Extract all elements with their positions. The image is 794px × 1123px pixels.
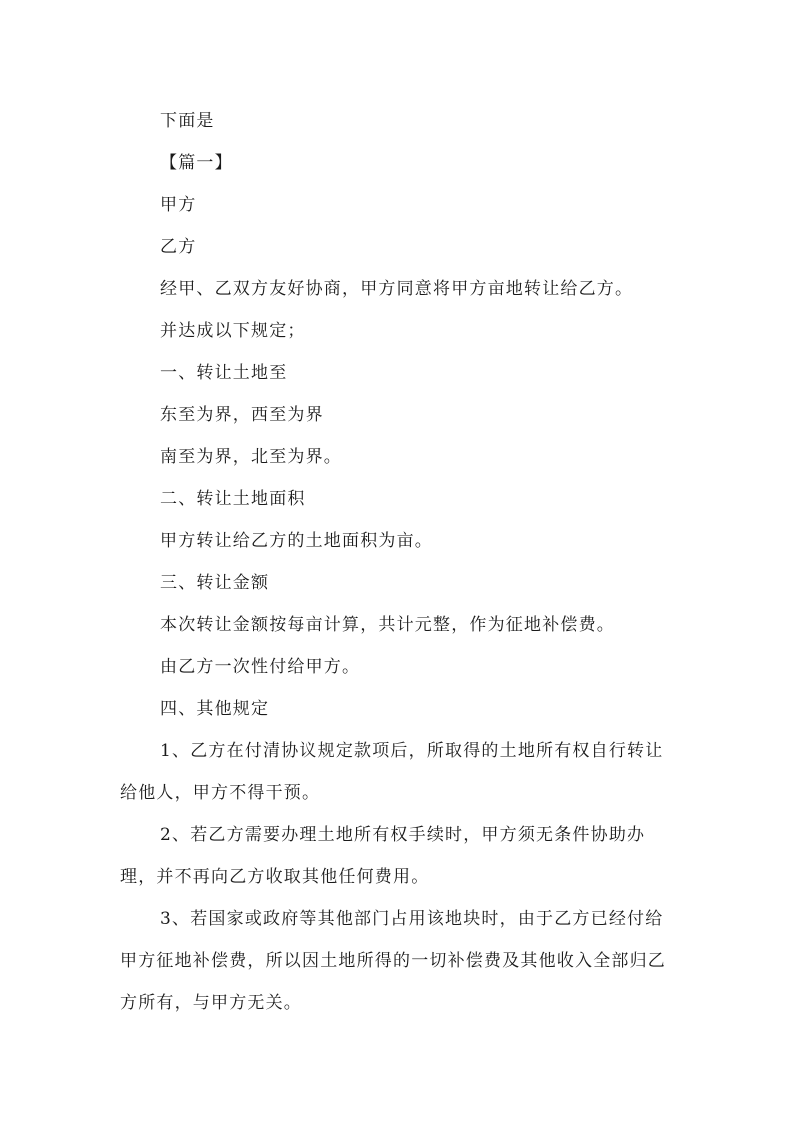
party-b-line: 乙方 [160, 237, 197, 257]
clause-text: 由乙方一次性付给甲方。 [160, 657, 361, 677]
clause-text: 甲方转让给乙方的土地面积为亩。 [160, 531, 433, 551]
section-heading: 【篇一】 [160, 153, 233, 173]
clause-heading: 三、转让金额 [160, 573, 270, 593]
clause-item: 1、乙方在付清协议规定款项后，所取得的土地所有权自行转让给他人，甲方不得干预。 [120, 741, 664, 803]
agreement-paragraph: 并达成以下规定； [160, 321, 306, 341]
clause-heading: 二、转让土地面积 [160, 489, 306, 509]
boundary-line: 东至为界，西至为界 [160, 405, 324, 425]
boundary-line: 南至为界，北至为界。 [160, 447, 342, 467]
clause-heading: 一、转让土地至 [160, 363, 288, 383]
clause-text: 本次转让金额按每亩计算，共计元整，作为征地补偿费。 [160, 615, 615, 635]
document-body [120, 100, 676, 1024]
clause-item: 2、若乙方需要办理土地所有权手续时，甲方须无条件协助办理，并不再向乙方收取其他任何费用。 [120, 825, 646, 887]
party-a-line: 甲方 [160, 195, 197, 215]
intro-line: 下面是 [160, 111, 215, 131]
agreement-paragraph: 经甲、乙双方友好协商，甲方同意将甲方亩地转让给乙方。 [160, 279, 634, 299]
clause-item: 3、若国家或政府等其他部门占用该地块时，由于乙方已经付给甲方征地补偿费，所以因土地所得的一切补偿费及其他收入全部归乙方所有，与甲方无关。 [120, 909, 666, 1013]
clause-heading: 四、其他规定 [160, 699, 270, 719]
